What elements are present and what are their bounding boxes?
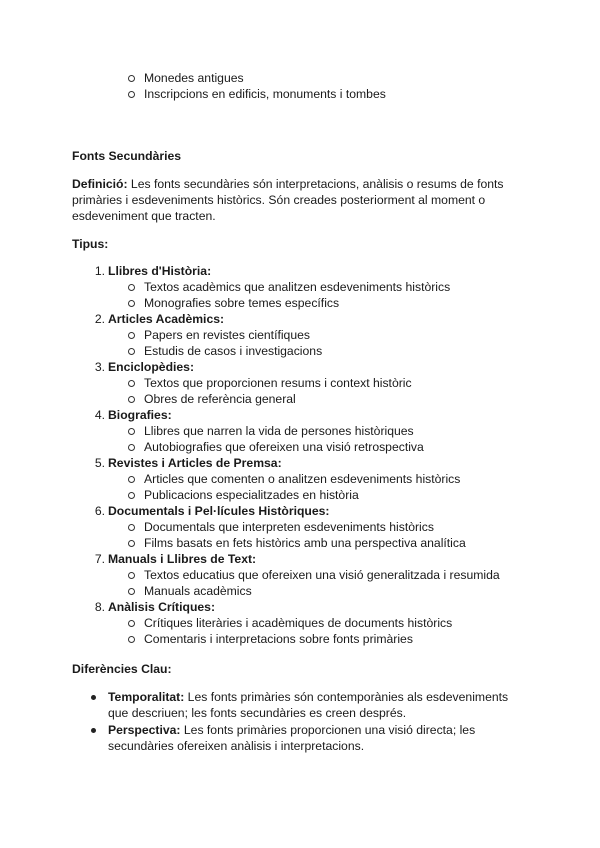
list-item: Monedes antigues	[72, 70, 532, 86]
list-item: Textos acadèmics que analitzen esdeveniments històrics	[72, 279, 532, 295]
list-number: 3.	[94, 360, 105, 374]
type-title: Articles Acadèmics:	[108, 312, 225, 326]
type-title: Revistes i Articles de Premsa:	[108, 456, 282, 470]
list-number: 2.	[94, 312, 105, 326]
list-number: 6.	[94, 504, 105, 518]
hollow-bullet-icon	[128, 428, 135, 435]
hollow-bullet-icon	[128, 348, 135, 355]
list-item: Papers en revistes científiques	[72, 327, 532, 343]
types-list-item	[72, 407, 532, 423]
list-item: Llibres que narren la vida de persones històriques	[72, 423, 532, 439]
definition-label: Definició:	[72, 177, 128, 191]
list-item: Crítiques literàries i acadèmiques de documents històrics	[72, 615, 532, 631]
type-title: Manuals i Llibres de Text:	[108, 552, 257, 566]
differences-list	[72, 689, 522, 755]
hollow-bullet-icon	[128, 380, 135, 387]
list-item: Films basats en fets històrics amb una perspectiva analítica	[72, 535, 532, 551]
hollow-bullet-icon	[128, 75, 135, 82]
hollow-bullet-icon	[128, 332, 135, 339]
hollow-bullet-icon	[128, 91, 135, 98]
hollow-bullet-icon	[128, 524, 135, 531]
list-item: Inscripcions en edificis, monuments i tombes	[72, 86, 532, 102]
difference-text: Les fonts primàries proporcionen una visió directa; les secundàries ofereixen anàlisis i interpretacions.	[108, 723, 476, 753]
hollow-bullet-icon	[128, 572, 135, 579]
list-item: Estudis de casos i investigacions	[72, 343, 532, 359]
list-item: Textos que proporcionen resums i context històric	[72, 375, 532, 391]
hollow-bullet-icon	[128, 636, 135, 643]
difference-text: Les fonts primàries són contemporànies als esdeveniments que descriuen; les fonts secundàries es creen després.	[108, 690, 509, 720]
section-title: Fonts Secundàries	[72, 149, 182, 163]
hollow-bullet-icon	[128, 588, 135, 595]
list-item: Textos educatius que ofereixen una visió generalitzada i resumida	[72, 567, 532, 583]
type-title: Biografies:	[108, 408, 172, 422]
differences-heading: Diferències Clau:	[72, 662, 172, 676]
list-item: Documentals que interpreten esdeveniments històrics	[72, 519, 532, 535]
bullet-icon	[91, 728, 96, 733]
types-list-item	[72, 311, 532, 327]
hollow-bullet-icon	[128, 476, 135, 483]
types-list-item	[72, 599, 532, 615]
list-item: Monografies sobre temes específics	[72, 295, 532, 311]
list-item	[72, 722, 522, 754]
type-title: Documentals i Pel·lícules Històriques:	[108, 504, 330, 518]
list-number: 5.	[94, 456, 105, 470]
types-list	[72, 263, 532, 647]
hollow-bullet-icon	[128, 444, 135, 451]
types-list-item	[72, 359, 532, 375]
list-item	[72, 689, 522, 721]
difference-label: Temporalitat:	[108, 690, 185, 704]
definition-paragraph	[72, 176, 517, 224]
list-number: 8.	[94, 600, 105, 614]
types-list-item	[72, 551, 532, 567]
types-heading: Tipus:	[72, 237, 109, 251]
hollow-bullet-icon	[128, 396, 135, 403]
hollow-bullet-icon	[128, 284, 135, 291]
hollow-bullet-icon	[128, 540, 135, 547]
hollow-bullet-icon	[128, 620, 135, 627]
hollow-bullet-icon	[128, 492, 135, 499]
types-list-item	[72, 503, 532, 519]
list-number: 4.	[94, 408, 105, 422]
hollow-bullet-icon	[128, 300, 135, 307]
list-item: Comentaris i interpretacions sobre fonts primàries	[72, 631, 532, 647]
list-item: Manuals acadèmics	[72, 583, 532, 599]
definition-text: Les fonts secundàries són interpretacions, anàlisis o resums de fonts primàries i esdeveniments històrics. Són creades posteriorment al moment o esdeveniment que tracten.	[72, 177, 504, 223]
list-item: Obres de referència general	[72, 391, 532, 407]
list-item: Articles que comenten o analitzen esdeveniments històrics	[72, 471, 532, 487]
types-list-item	[72, 263, 532, 279]
bullet-icon	[91, 695, 96, 700]
list-item: Publicacions especialitzades en història	[72, 487, 532, 503]
type-title: Llibres d'Història:	[108, 264, 212, 278]
list-number: 7.	[94, 552, 105, 566]
list-number: 1.	[94, 264, 105, 278]
list-item: Autobiografies que ofereixen una visió retrospectiva	[72, 439, 532, 455]
types-list-item	[72, 455, 532, 471]
type-title: Enciclopèdies:	[108, 360, 195, 374]
top-sub-list	[72, 70, 532, 102]
type-title: Anàlisis Crítiques:	[108, 600, 216, 614]
difference-label: Perspectiva:	[108, 723, 181, 737]
